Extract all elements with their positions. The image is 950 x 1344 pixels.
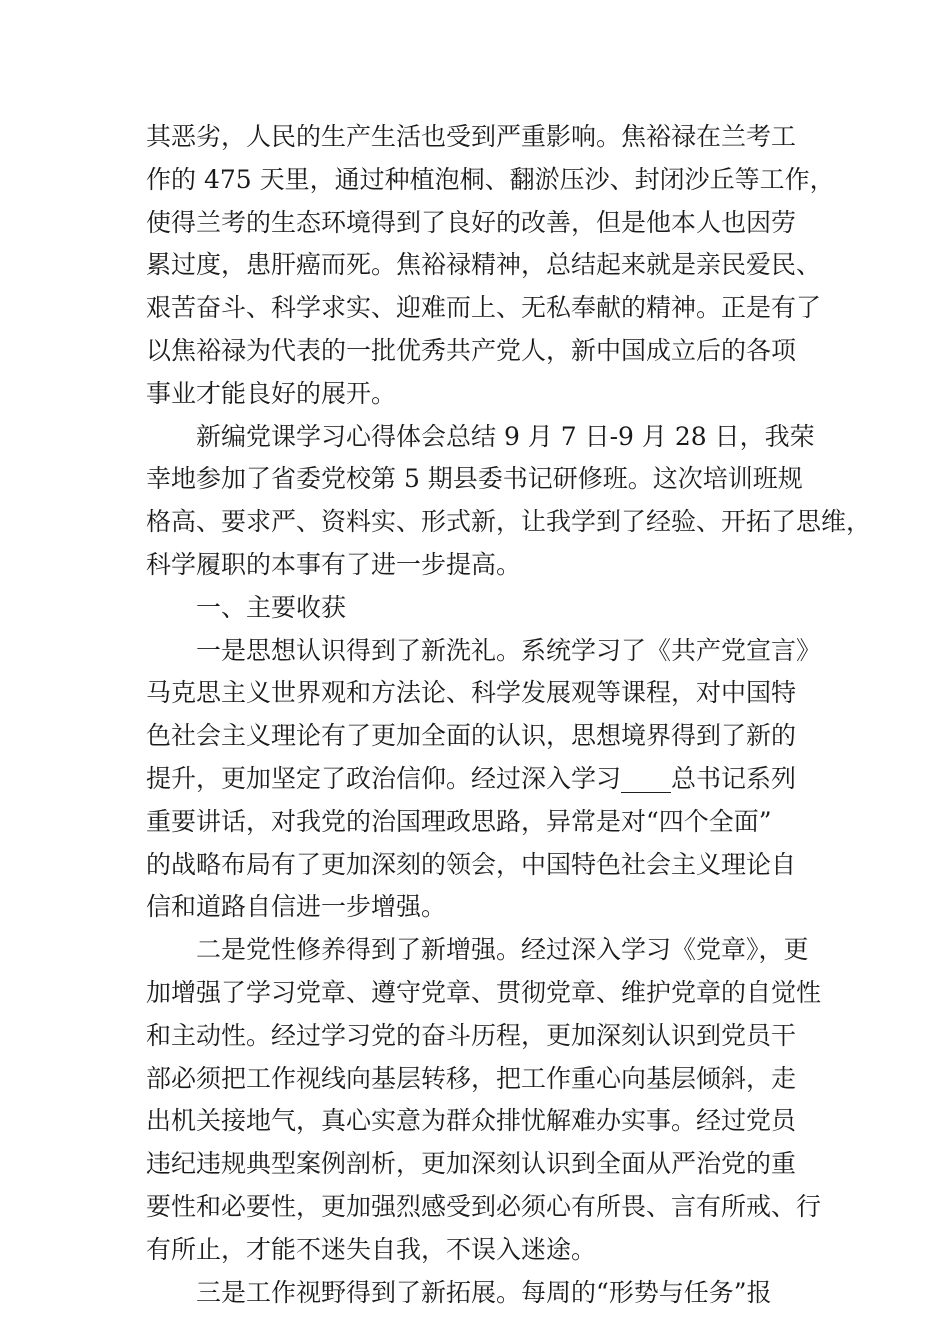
section-heading: 一、主要收获 xyxy=(146,592,347,622)
text-line: 格高、要求严、资料实、形式新，让我学到了经验、开拓了思维， xyxy=(146,507,872,537)
text-line: 一是思想认识得到了新洗礼。系统学习了《共产党宣言》 xyxy=(146,635,822,665)
text-line: 艰苦奋斗、科学求实、迎难而上、无私奉献的精神。正是有了 xyxy=(146,293,822,323)
text-line: 新编党课学习心得体会总结 9 月 7 日-9 月 28 日，我荣 xyxy=(146,421,815,451)
text-line: 二是党性修养得到了新增强。经过深入学习《党章》，更 xyxy=(146,935,809,965)
text-line: 幸地参加了省委党校第 5 期县委书记研修班。这次培训班规 xyxy=(146,464,803,494)
text-line: 提升，更加坚定了政治信仰。经过深入学习____总书记系列 xyxy=(146,763,797,793)
text-line: 色社会主义理论有了更加全面的认识，思想境界得到了新的 xyxy=(146,721,797,751)
document-body xyxy=(146,116,872,1314)
text-line: 加增强了学习党章、遵守党章、贯彻党章、维护党章的自觉性 xyxy=(146,977,822,1007)
text-line: 使得兰考的生态环境得到了良好的改善，但是他本人也因劳 xyxy=(146,207,797,237)
text-line: 科学履职的本事有了进一步提高。 xyxy=(146,549,522,579)
text-line: 信和道路自信进一步增强。 xyxy=(146,892,447,922)
text-line: 以焦裕禄为代表的一批优秀共产党人，新中国成立后的各项 xyxy=(146,335,797,365)
text-line: 有所止，才能不迷失自我，不误入迷途。 xyxy=(146,1234,597,1264)
text-line: 马克思主义世界观和方法论、科学发展观等课程，对中国特 xyxy=(146,678,797,708)
text-line: 重要讲话，对我党的治国理政思路，异常是对“四个全面” xyxy=(146,806,772,836)
text-line: 其恶劣，人民的生产生活也受到严重影响。焦裕禄在兰考工 xyxy=(146,122,797,151)
text-line: 违纪违规典型案例剖析，更加深刻认识到全面从严治党的重 xyxy=(146,1149,797,1179)
text-line: 出机关接地气，真心实意为群众排忧解难办实事。经过党员 xyxy=(146,1106,797,1136)
text-line: 事业才能良好的展开。 xyxy=(146,378,397,408)
text-line: 和主动性。经过学习党的奋斗历程，更加深刻认识到党员干 xyxy=(146,1020,797,1050)
text-line: 的战略布局有了更加深刻的领会，中国特色社会主义理论自 xyxy=(146,849,797,879)
text-line: 三是工作视野得到了新拓展。每周的“形势与任务”报 xyxy=(146,1277,772,1307)
text-line: 部必须把工作视线向基层转移，把工作重心向基层倾斜，走 xyxy=(146,1063,797,1093)
text-line: 要性和必要性，更加强烈感受到必须心有所畏、言有所戒、行 xyxy=(146,1191,822,1221)
text-line: 作的 475 天里，通过种植泡桐、翻淤压沙、封闭沙丘等工作， xyxy=(146,164,835,194)
text-line: 累过度，患肝癌而死。焦裕禄精神，总结起来就是亲民爱民、 xyxy=(146,250,822,280)
